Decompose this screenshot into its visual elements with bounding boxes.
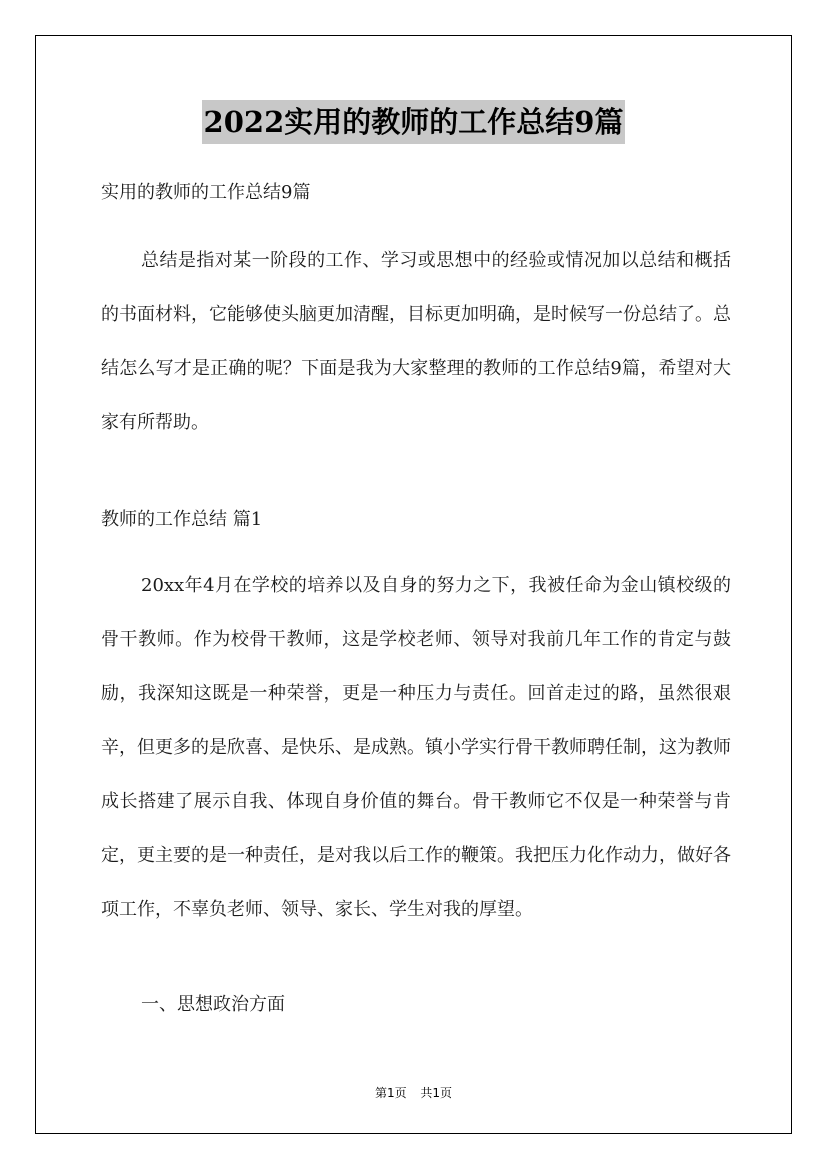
sub-heading: 一、思想政治方面 xyxy=(141,994,285,1015)
document-subtitle: 实用的教师的工作总结9篇 xyxy=(101,182,311,203)
intro-paragraph: 总结是指对某一阶段的工作、学习或思想中的经验或情况加以总结和概括的书面材料，它能够使头脑更加清醒，目标更加明确，是时候写一份总结了。总结怎么写才是正确的呢？下面是我为大家整理的教师的工作总结9篇，希望对大家有所帮助。 xyxy=(101,250,731,433)
document-title-wrapper xyxy=(0,100,827,144)
section-heading: 教师的工作总结 篇1 xyxy=(101,509,263,530)
body-paragraph: 20xx年4月在学校的培养以及自身的努力之下，我被任命为金山镇校级的骨干教师。作为校骨干教师，这是学校老师、领导对我前几年工作的肯定与鼓励，我深知这既是一种荣誉，更是一种压力与责任。回首走过的路，虽然很艰辛，但更多的是欣喜、是快乐、是成熟。镇小学实行骨干教师聘任制，这为教师成长搭建了展示自我、体现自身价值的舞台。骨干教师它不仅是一种荣誉与肯定，更主要的是一种责任，是对我以后工作的鞭策。我把压力化作动力，做好各项工作，不辜负老师、领导、家长、学生对我的厚望。 xyxy=(101,575,731,920)
page-footer xyxy=(0,1084,827,1102)
document-title: 2022实用的教师的工作总结9篇 xyxy=(202,100,626,144)
page-number: 第1页 xyxy=(374,1086,407,1100)
page-total: 共1页 xyxy=(420,1086,453,1100)
